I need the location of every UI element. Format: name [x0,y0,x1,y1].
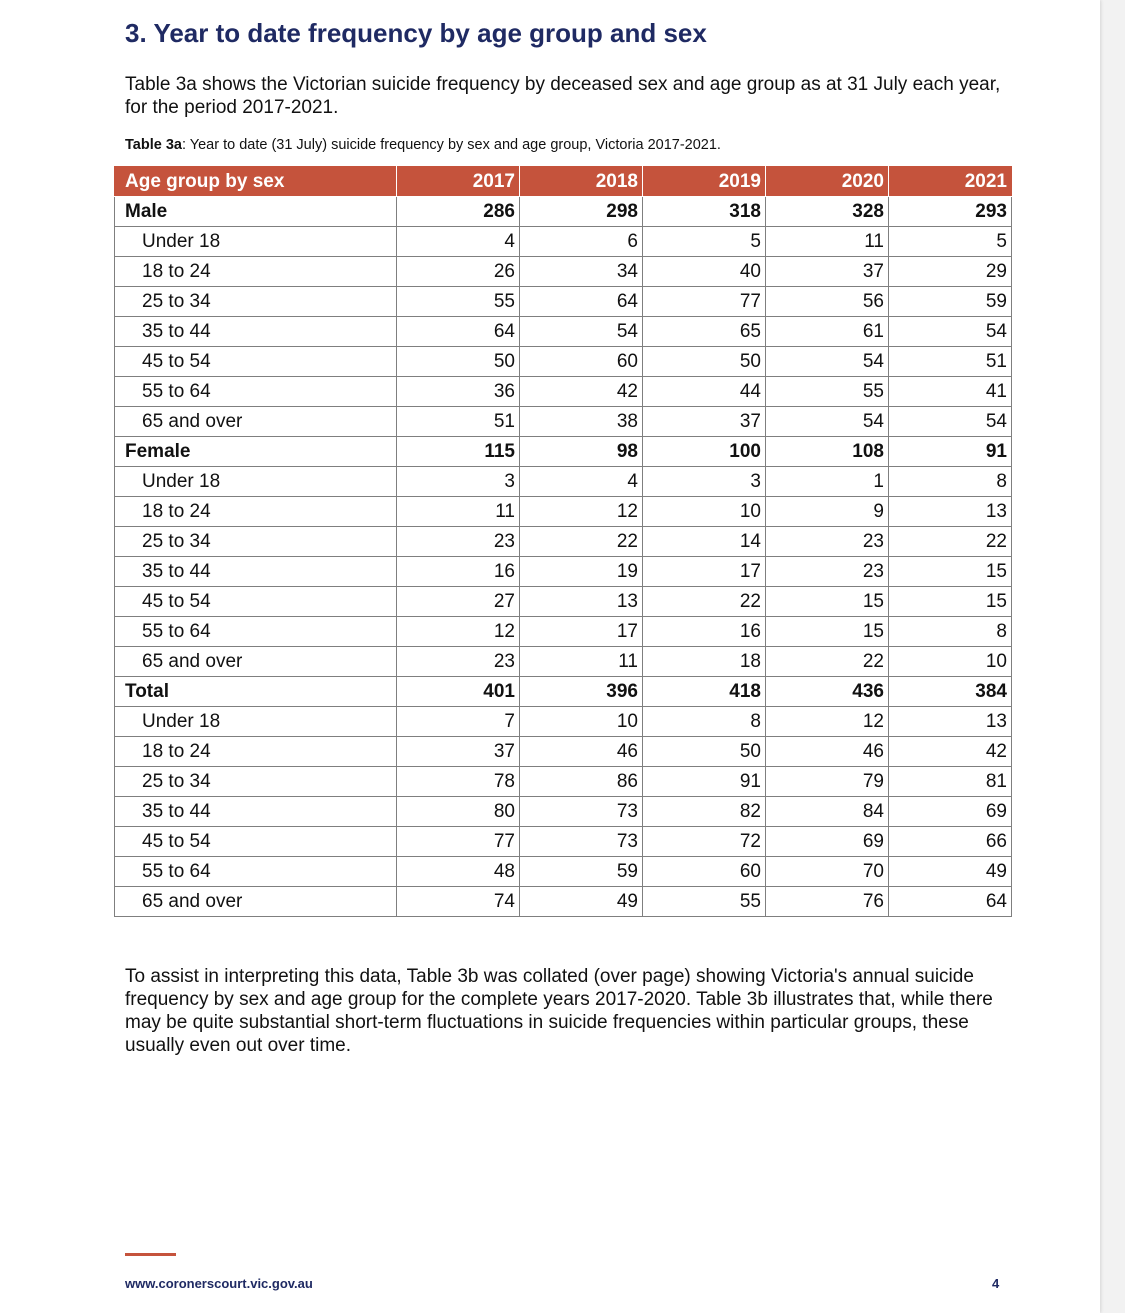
value-cell: 66 [889,827,1012,857]
value-cell: 15 [766,587,889,617]
table-row [115,317,1012,347]
value-cell: 10 [520,707,643,737]
row-label-cell: 45 to 54 [115,587,397,617]
value-cell: 12 [520,497,643,527]
value-cell: 37 [766,257,889,287]
row-label-cell: 25 to 34 [115,527,397,557]
value-cell: 84 [766,797,889,827]
table-row [115,407,1012,437]
table-body [115,197,1012,917]
value-cell: 54 [889,317,1012,347]
value-cell: 59 [520,857,643,887]
value-cell: 34 [520,257,643,287]
table-row [115,557,1012,587]
table-group-row [115,197,1012,227]
value-cell: 41 [889,377,1012,407]
value-cell: 36 [397,377,520,407]
row-label-cell: 65 and over [115,647,397,677]
value-cell: 72 [643,827,766,857]
row-label-cell: 65 and over [115,887,397,917]
value-cell: 59 [889,287,1012,317]
value-cell: 19 [520,557,643,587]
table-row [115,857,1012,887]
value-cell: 23 [766,527,889,557]
table-row [115,617,1012,647]
section-heading: 3. Year to date frequency by age group and sex [125,18,707,48]
value-cell: 60 [643,857,766,887]
value-cell: 54 [766,407,889,437]
value-cell: 42 [520,377,643,407]
value-cell: 17 [643,557,766,587]
value-cell: 55 [766,377,889,407]
value-cell: 7 [397,707,520,737]
value-cell: 56 [766,287,889,317]
value-cell: 64 [889,887,1012,917]
value-cell: 100 [643,437,766,467]
value-cell: 23 [397,527,520,557]
value-cell: 69 [766,827,889,857]
value-cell: 55 [397,287,520,317]
value-cell: 298 [520,197,643,227]
value-cell: 50 [643,347,766,377]
table-row [115,527,1012,557]
value-cell: 5 [643,227,766,257]
table-caption [125,137,721,153]
value-cell: 23 [397,647,520,677]
value-cell: 3 [643,467,766,497]
value-cell: 22 [766,647,889,677]
value-cell: 77 [397,827,520,857]
header-year-2019: 2019 [643,167,766,197]
value-cell: 49 [889,857,1012,887]
value-cell: 37 [643,407,766,437]
row-label-cell: 18 to 24 [115,257,397,287]
row-label-cell: 35 to 44 [115,317,397,347]
value-cell: 115 [397,437,520,467]
value-cell: 11 [520,647,643,677]
row-label-cell: Under 18 [115,227,397,257]
frequency-table [114,166,1012,917]
value-cell: 46 [520,737,643,767]
row-label-cell: 65 and over [115,407,397,437]
row-label-cell: 45 to 54 [115,347,397,377]
table-row [115,707,1012,737]
value-cell: 37 [397,737,520,767]
value-cell: 6 [520,227,643,257]
header-year-2020: 2020 [766,167,889,197]
row-label-cell: 55 to 64 [115,617,397,647]
row-label-cell: 25 to 34 [115,287,397,317]
table-row [115,737,1012,767]
table-caption-text: : Year to date (31 July) suicide frequency by sex and age group, Victoria 2017-2021. [181,137,721,153]
table-row [115,797,1012,827]
value-cell: 16 [643,617,766,647]
value-cell: 4 [397,227,520,257]
value-cell: 73 [520,797,643,827]
row-label-cell: 35 to 44 [115,557,397,587]
value-cell: 82 [643,797,766,827]
value-cell: 108 [766,437,889,467]
header-year-2018: 2018 [520,167,643,197]
row-label-cell: 18 to 24 [115,737,397,767]
value-cell: 12 [766,707,889,737]
value-cell: 49 [520,887,643,917]
value-cell: 396 [520,677,643,707]
row-label-cell: Male [115,197,397,227]
value-cell: 15 [889,557,1012,587]
value-cell: 42 [889,737,1012,767]
value-cell: 51 [397,407,520,437]
table-row [115,467,1012,497]
row-label-cell: 45 to 54 [115,827,397,857]
value-cell: 11 [766,227,889,257]
value-cell: 98 [520,437,643,467]
table-group-row [115,437,1012,467]
value-cell: 15 [766,617,889,647]
value-cell: 4 [520,467,643,497]
value-cell: 86 [520,767,643,797]
value-cell: 29 [889,257,1012,287]
value-cell: 328 [766,197,889,227]
table-row [115,887,1012,917]
row-label-cell: 35 to 44 [115,797,397,827]
value-cell: 38 [520,407,643,437]
value-cell: 27 [397,587,520,617]
table-row [115,497,1012,527]
value-cell: 80 [397,797,520,827]
row-label-cell: 55 to 64 [115,377,397,407]
value-cell: 54 [766,347,889,377]
page-number: 4 [992,1276,1000,1291]
value-cell: 64 [397,317,520,347]
value-cell: 79 [766,767,889,797]
value-cell: 286 [397,197,520,227]
value-cell: 69 [889,797,1012,827]
value-cell: 1 [766,467,889,497]
row-label-cell: Under 18 [115,467,397,497]
row-label-cell: 55 to 64 [115,857,397,887]
interpretation-paragraph: To assist in interpreting this data, Table 3b was collated (over page) showing Victoria's annual suicide frequency by sex and age group for the complete years 2017-2020. Table 3b illustrates that, while there may be quite substantial short-term fluctuations in suicide frequencies within particular groups, these usually even out over time. [125,966,993,1056]
value-cell: 64 [520,287,643,317]
value-cell: 10 [643,497,766,527]
value-cell: 78 [397,767,520,797]
table-row [115,257,1012,287]
value-cell: 81 [889,767,1012,797]
intro-paragraph: Table 3a shows the Victorian suicide frequency by deceased sex and age group as at 31 July each year, for the period 2017-2021. [125,74,1001,118]
value-cell: 8 [889,617,1012,647]
value-cell: 18 [643,647,766,677]
value-cell: 3 [397,467,520,497]
value-cell: 54 [889,407,1012,437]
value-cell: 401 [397,677,520,707]
value-cell: 293 [889,197,1012,227]
value-cell: 46 [766,737,889,767]
value-cell: 22 [889,527,1012,557]
value-cell: 13 [889,497,1012,527]
footer-divider [125,1253,176,1256]
header-age-group: Age group by sex [115,167,397,197]
value-cell: 48 [397,857,520,887]
table-row [115,377,1012,407]
value-cell: 384 [889,677,1012,707]
value-cell: 40 [643,257,766,287]
table-group-row [115,677,1012,707]
value-cell: 12 [397,617,520,647]
value-cell: 50 [397,347,520,377]
table-header-row [115,167,1012,197]
value-cell: 55 [643,887,766,917]
value-cell: 14 [643,527,766,557]
value-cell: 65 [643,317,766,347]
footer-website-link[interactable]: www.coronerscourt.vic.gov.au [125,1276,313,1291]
value-cell: 13 [889,707,1012,737]
header-year-2017: 2017 [397,167,520,197]
value-cell: 26 [397,257,520,287]
table-caption-label: Table 3a [125,137,182,153]
value-cell: 60 [520,347,643,377]
value-cell: 22 [643,587,766,617]
value-cell: 91 [643,767,766,797]
value-cell: 23 [766,557,889,587]
value-cell: 70 [766,857,889,887]
row-label-cell: Under 18 [115,707,397,737]
table-row [115,587,1012,617]
row-label-cell: 25 to 34 [115,767,397,797]
table-row [115,827,1012,857]
table-row [115,347,1012,377]
value-cell: 74 [397,887,520,917]
value-cell: 51 [889,347,1012,377]
value-cell: 22 [520,527,643,557]
table-row [115,227,1012,257]
value-cell: 61 [766,317,889,347]
table-row [115,767,1012,797]
value-cell: 73 [520,827,643,857]
value-cell: 13 [520,587,643,617]
header-year-2021: 2021 [889,167,1012,197]
row-label-cell: Total [115,677,397,707]
value-cell: 10 [889,647,1012,677]
value-cell: 5 [889,227,1012,257]
value-cell: 77 [643,287,766,317]
value-cell: 54 [520,317,643,347]
table-row [115,287,1012,317]
value-cell: 8 [889,467,1012,497]
value-cell: 15 [889,587,1012,617]
value-cell: 76 [766,887,889,917]
value-cell: 8 [643,707,766,737]
value-cell: 9 [766,497,889,527]
value-cell: 50 [643,737,766,767]
value-cell: 17 [520,617,643,647]
row-label-cell: Female [115,437,397,467]
value-cell: 16 [397,557,520,587]
row-label-cell: 18 to 24 [115,497,397,527]
value-cell: 418 [643,677,766,707]
value-cell: 318 [643,197,766,227]
value-cell: 91 [889,437,1012,467]
value-cell: 436 [766,677,889,707]
table-row [115,647,1012,677]
value-cell: 44 [643,377,766,407]
value-cell: 11 [397,497,520,527]
